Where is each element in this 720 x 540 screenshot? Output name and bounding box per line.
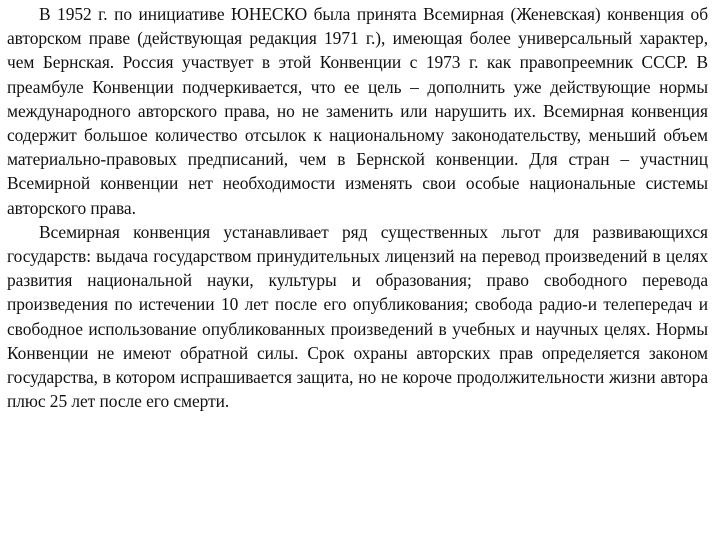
paragraph-universal-convention: В 1952 г. по инициативе ЮНЕСКО была принята Всемирная (Женевская) конвенция об авторском праве (действующая редакция 1971 г.), имеющая более универсальный характер, чем Бернская. Россия участвует в этой Конвенции с 1973 г. как правопреемник СССР. В преамбуле Конвенции подчеркивается, что ее цель – дополнить уже действующие нормы международного авторского права, но не заменить или нарушить их. Всемирная конвенция содержит большое количество отсылок к национальному законодательству, меньший объем материально-правовых предписаний, чем в Бернской конвенции. Для стран – участниц Всемирной конвенции нет необходимости изменять свои особые национальные системы авторского права. xyxy=(7,4,708,218)
paragraph-developing-countries: Всемирная конвенция устанавливает ряд существенных льгот для развивающихся государств: выдача государством принудительных лицензий на перевод произведений в целях развития национальной науки, культуры и образования; право свободного перевода произведения по истечении 10 лет после его опубликования; свобода радио-и телепередач и свободное использование опубликованных произведений в учебных и научных целях. Нормы Конвенции не имеют обратной силы. Срок охраны авторских прав определяется законом государства, в котором испрашивается защита, но не короче продолжительности жизни автора плюс 25 лет после его смерти. xyxy=(7,221,708,412)
